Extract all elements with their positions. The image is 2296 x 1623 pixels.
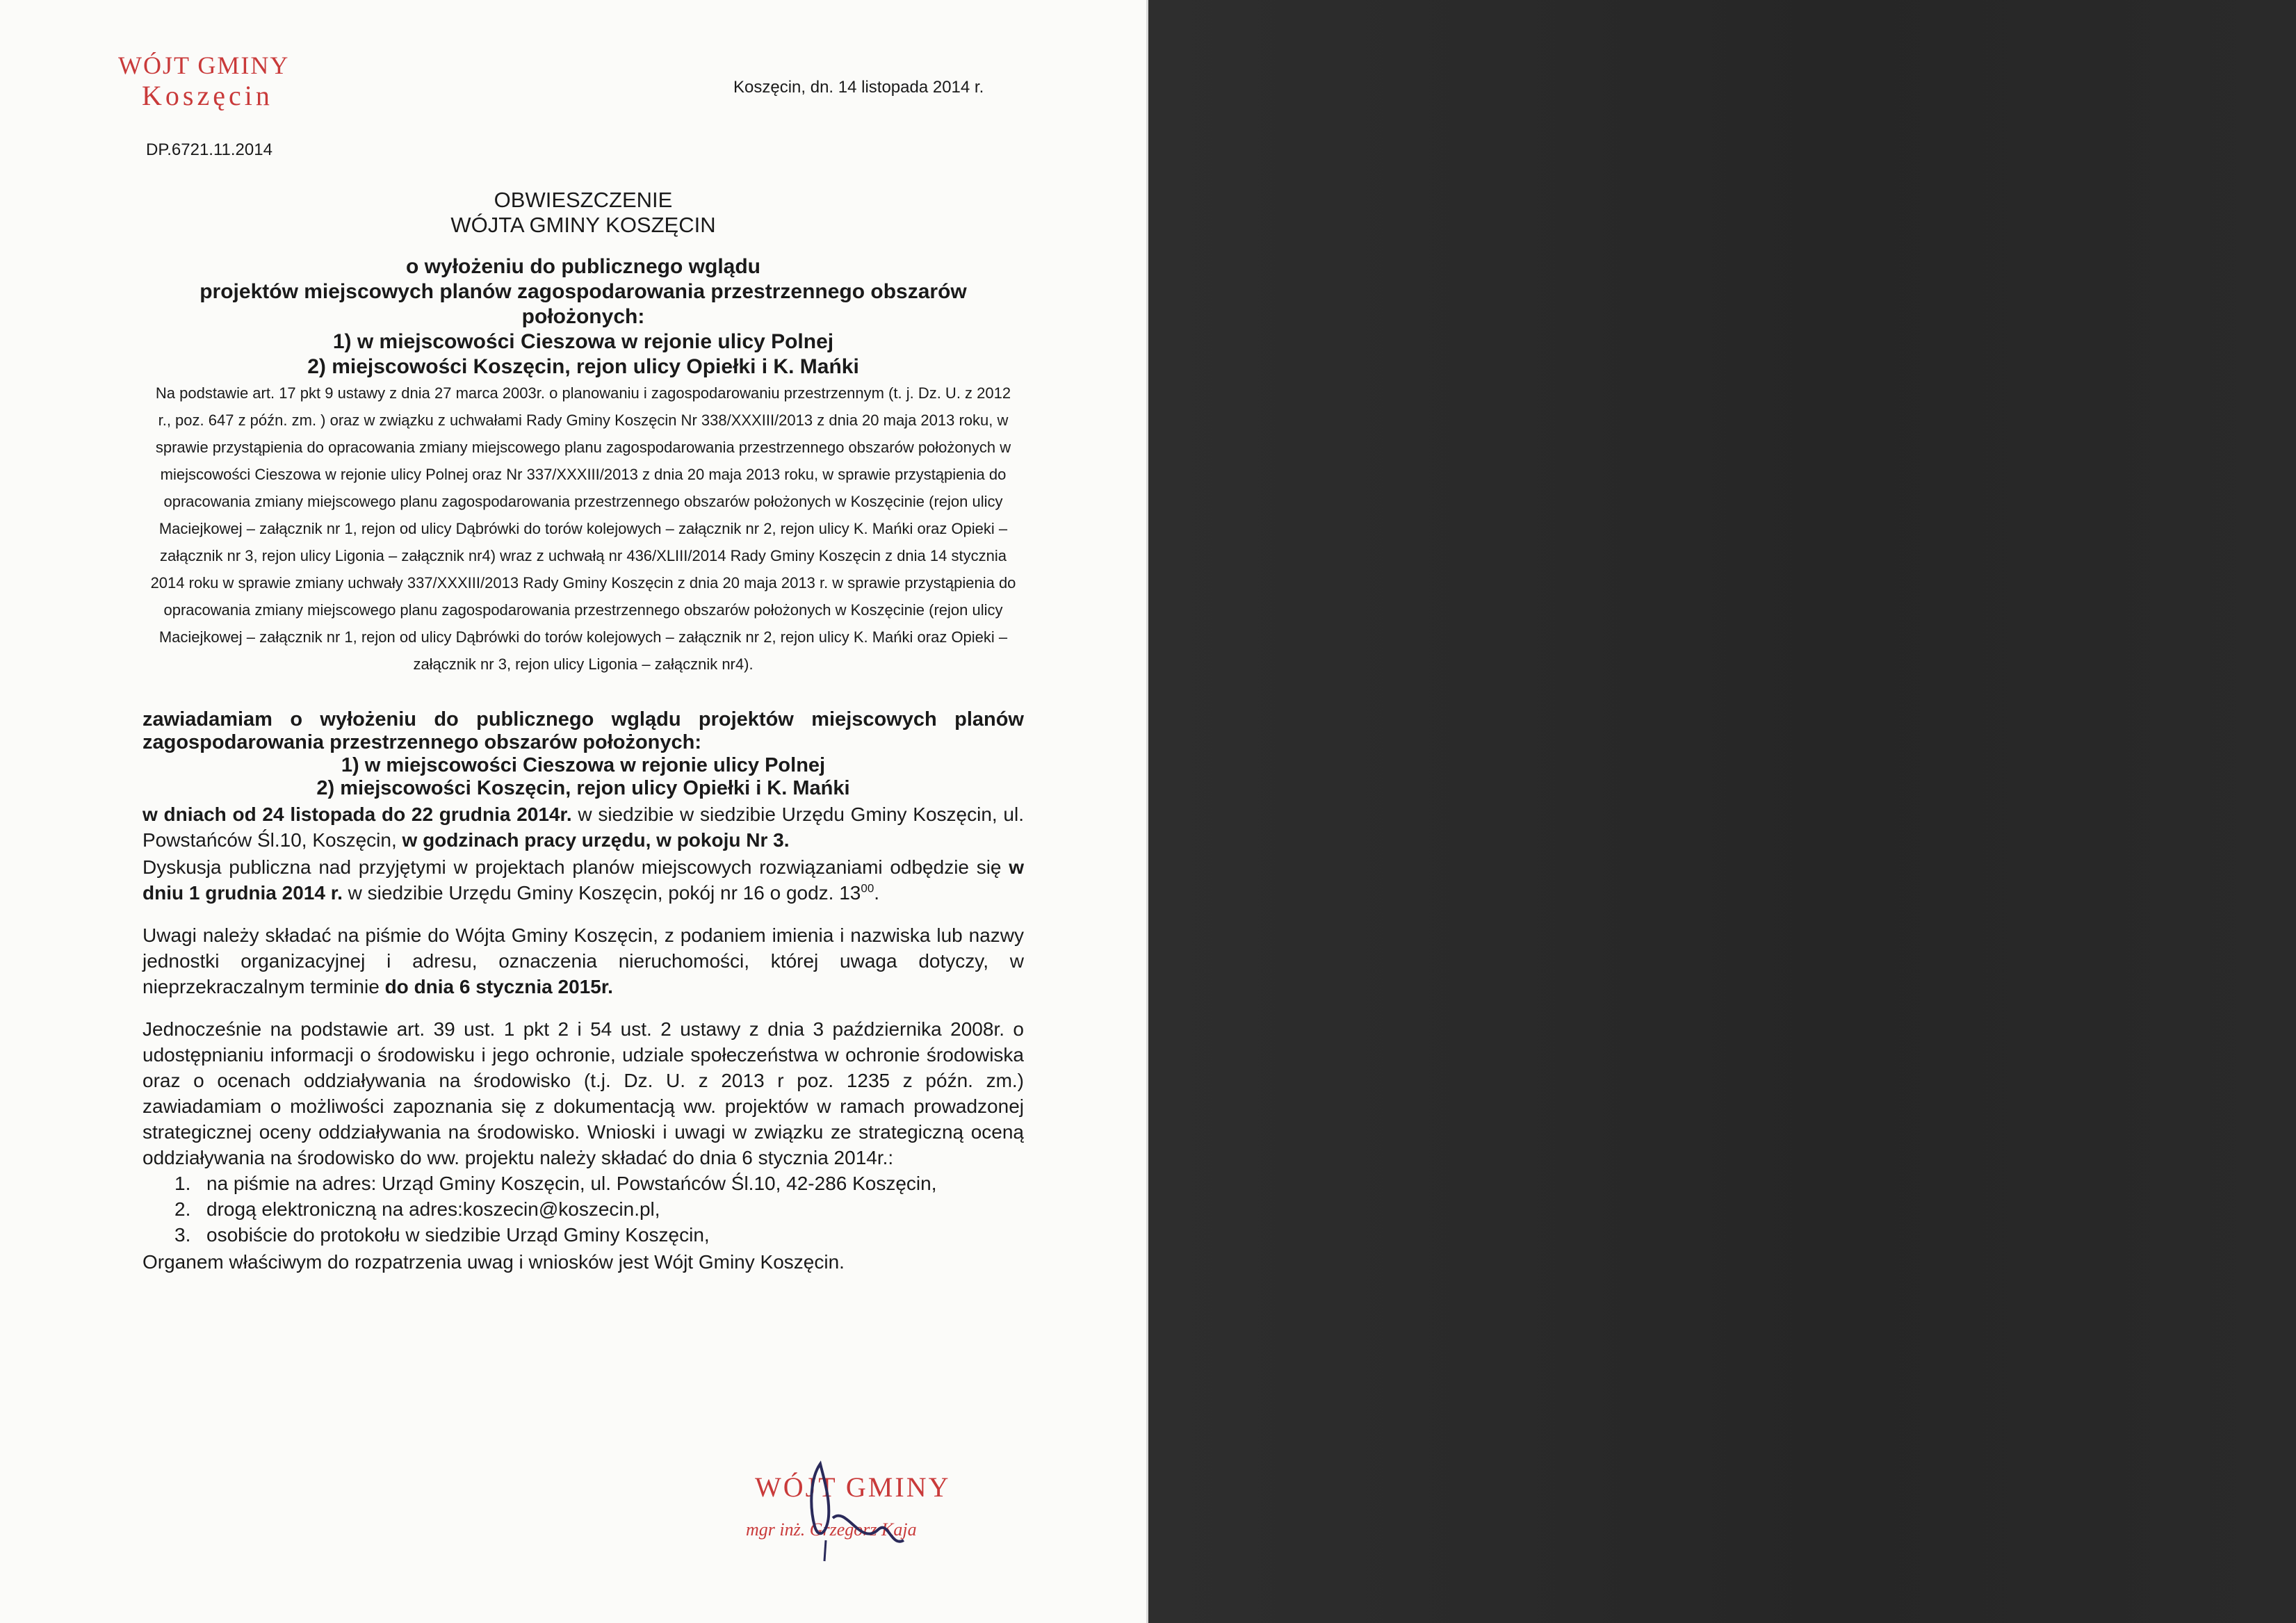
document-body	[143, 188, 1024, 1275]
discussion-paragraph	[143, 854, 1024, 906]
reference-number: DP.6721.11.2014	[146, 140, 272, 159]
discussion-end: .	[874, 882, 880, 904]
display-dates: w dniach od 24 listopada do 22 grudnia 2014r.	[143, 804, 572, 825]
remarks-paragraph	[143, 922, 1024, 1000]
submission-methods-list	[143, 1171, 1024, 1248]
environment-paragraph: Jednocześnie na podstawie art. 39 ust. 1 pkt 2 i 54 ust. 2 ustawy z dnia 3 października 2008r. o udostępnianiu informacji o środowisku i jego ochronie, udziale społeczeństwa w ochronie środowiska oraz o ocenach oddziaływania na środowisko (t.j. Dz. U. z 2013 r poz. 1235 z późn. zm.) zawiadamiam o możliwości zapoznania się z dokumentacją ww. projektów w ramach prowadzonej strategicznej oceny oddziaływania na środowisko. Wnioski i uwagi w związku ze strategiczną oceną oddziaływania na środowisko do ww. projektu należy składać do dnia 6 stycznia 2014r.:	[143, 1018, 1024, 1168]
list-item	[143, 1196, 1024, 1222]
stamp-line-2: Koszęcin	[142, 80, 273, 112]
document-title	[143, 188, 1024, 238]
list-item-number: 2.	[174, 1198, 191, 1220]
title-line-2: WÓJTA GMINY KOSZĘCIN	[450, 213, 716, 237]
signature-stamp-name: mgr inż. Grzegorz Kaja	[746, 1519, 917, 1540]
announcement-item-2: 2) miejscowości Koszęcin, rejon ulicy Opiełki i K. Mańki	[316, 777, 850, 799]
list-item-text: osobiście do protokołu w siedzibie Urząd Gminy Koszęcin,	[206, 1224, 710, 1246]
office-stamp	[118, 51, 289, 112]
subject-line-1: o wyłożeniu do publicznego wglądu	[406, 255, 760, 278]
display-location: w siedzibie w siedzibie Urzędu Gminy Koszęcin, ul. Powstańców Śl.10, Koszęcin,	[143, 804, 1024, 851]
discussion-place: w siedzibie Urzędu Gminy Koszęcin, pokój nr 16 o godz. 13	[342, 882, 861, 904]
remarks-text: Uwagi należy składać na piśmie do Wójta Gminy Koszęcin, z podaniem imienia i nazwiska lub nazwy jednostki organizacyjnej i adresu, oznaczenia nieruchomości, której uwaga dotyczy, w nieprzekraczalnym terminie	[143, 924, 1024, 997]
legal-basis-paragraph: Na podstawie art. 17 pkt 9 ustawy z dnia 27 marca 2003r. o planowaniu i zagospodarowaniu przestrzennym (t. j. Dz. U. z 2012 r., poz. 647 z późn. zm. ) oraz w związku z uchwałami Rady Gminy Koszęcin Nr 338/XXXIII/2013 z dnia 20 maja 2013 roku, w sprawie przystąpienia do opracowania zmiany miejscowego planu zagospodarowania przestrzennego obszarów położonych w miejscowości Cieszowa w rejonie ulicy Polnej oraz Nr 337/XXXIII/2013 z dnia 20 maja 2013 roku, w sprawie przystąpienia do opracowania zmiany miejscowego planu zagospodarowania przestrzennego obszarów położonych w Koszęcinie (rejon ulicy Maciejkowej – załącznik nr 1, rejon od ulicy Dąbrówki do torów kolejowych – załącznik nr 2, rejon ulicy K. Mańki oraz Opieki – załącznik nr 3, rejon ulicy Ligonia – załącznik nr4) wraz z uchwałą nr 436/XLIII/2014 Rady Gminy Koszęcin z dnia 14 stycznia 2014 roku w sprawie zmiany uchwały 337/XXXIII/2013 Rady Gminy Koszęcin z dnia 20 maja 2013 r. w sprawie przystąpienia do opracowania zmiany miejscowego planu zagospodarowania przestrzennego obszarów położonych w Koszęcinie (rejon ulicy Maciejkowej – załącznik nr 1, rejon od ulicy Dąbrówki do torów kolejowych – załącznik nr 2, rejon ulicy K. Mańki oraz Opieki – załącznik nr 3, rejon ulicy Ligonia – załącznik nr4).	[150, 384, 1016, 673]
document-subject	[143, 254, 1024, 380]
discussion-time-minutes: 00	[861, 881, 874, 895]
handwritten-signature-icon	[742, 1457, 951, 1568]
announcement-item-1: 1) w miejscowości Cieszowa w rejonie ulicy Polnej	[341, 754, 826, 776]
subject-line-2: projektów miejscowych planów zagospodarowania przestrzennego obszarów	[200, 280, 967, 303]
closing-line: Organem właściwym do rozpatrzenia uwag i wniosków jest Wójt Gminy Koszęcin.	[143, 1251, 845, 1273]
list-item-number: 3.	[174, 1224, 191, 1246]
remarks-deadline: do dnia 6 stycznia 2015r.	[384, 976, 613, 997]
display-period-paragraph	[143, 801, 1024, 853]
signature-stamp-title: WÓJT GMINY	[755, 1471, 951, 1503]
signature-stamp	[742, 1457, 951, 1568]
subject-line-3: położonych:	[521, 305, 645, 328]
list-item-number: 1.	[174, 1173, 191, 1194]
display-hours: w godzinach pracy urzędu, w pokoju Nr 3.	[402, 829, 790, 851]
subject-item-2: 2) miejscowości Koszęcin, rejon ulicy Opiełki i K. Mańki	[307, 355, 859, 378]
subject-item-1: 1) w miejscowości Cieszowa w rejonie ulicy Polnej	[332, 330, 834, 353]
title-line-1: OBWIESZCZENIE	[494, 188, 673, 212]
document-date: Koszęcin, dn. 14 listopada 2014 r.	[733, 78, 984, 97]
list-item-text: drogą elektroniczną na adres:koszecin@koszecin.pl,	[206, 1198, 660, 1220]
stamp-line-1: WÓJT GMINY	[118, 51, 290, 79]
announcement-intro: zawiadamiam o wyłożeniu do publicznego wglądu projektów miejscowych planów zagospodarowania przestrzennego obszarów położonych:	[143, 708, 1024, 753]
scan-background	[1148, 0, 2296, 1623]
list-item-text: na piśmie na adres: Urząd Gminy Koszęcin, ul. Powstańców Śl.10, 42-286 Koszęcin,	[206, 1173, 937, 1194]
discussion-date: w dniu 1 grudnia 2014 r.	[143, 856, 1024, 904]
list-item	[143, 1222, 1024, 1248]
discussion-intro: Dyskusja publiczna nad przyjętymi w projektach planów miejscowych rozwiązaniami odbędzie się	[143, 856, 1009, 878]
list-item	[143, 1171, 1024, 1196]
